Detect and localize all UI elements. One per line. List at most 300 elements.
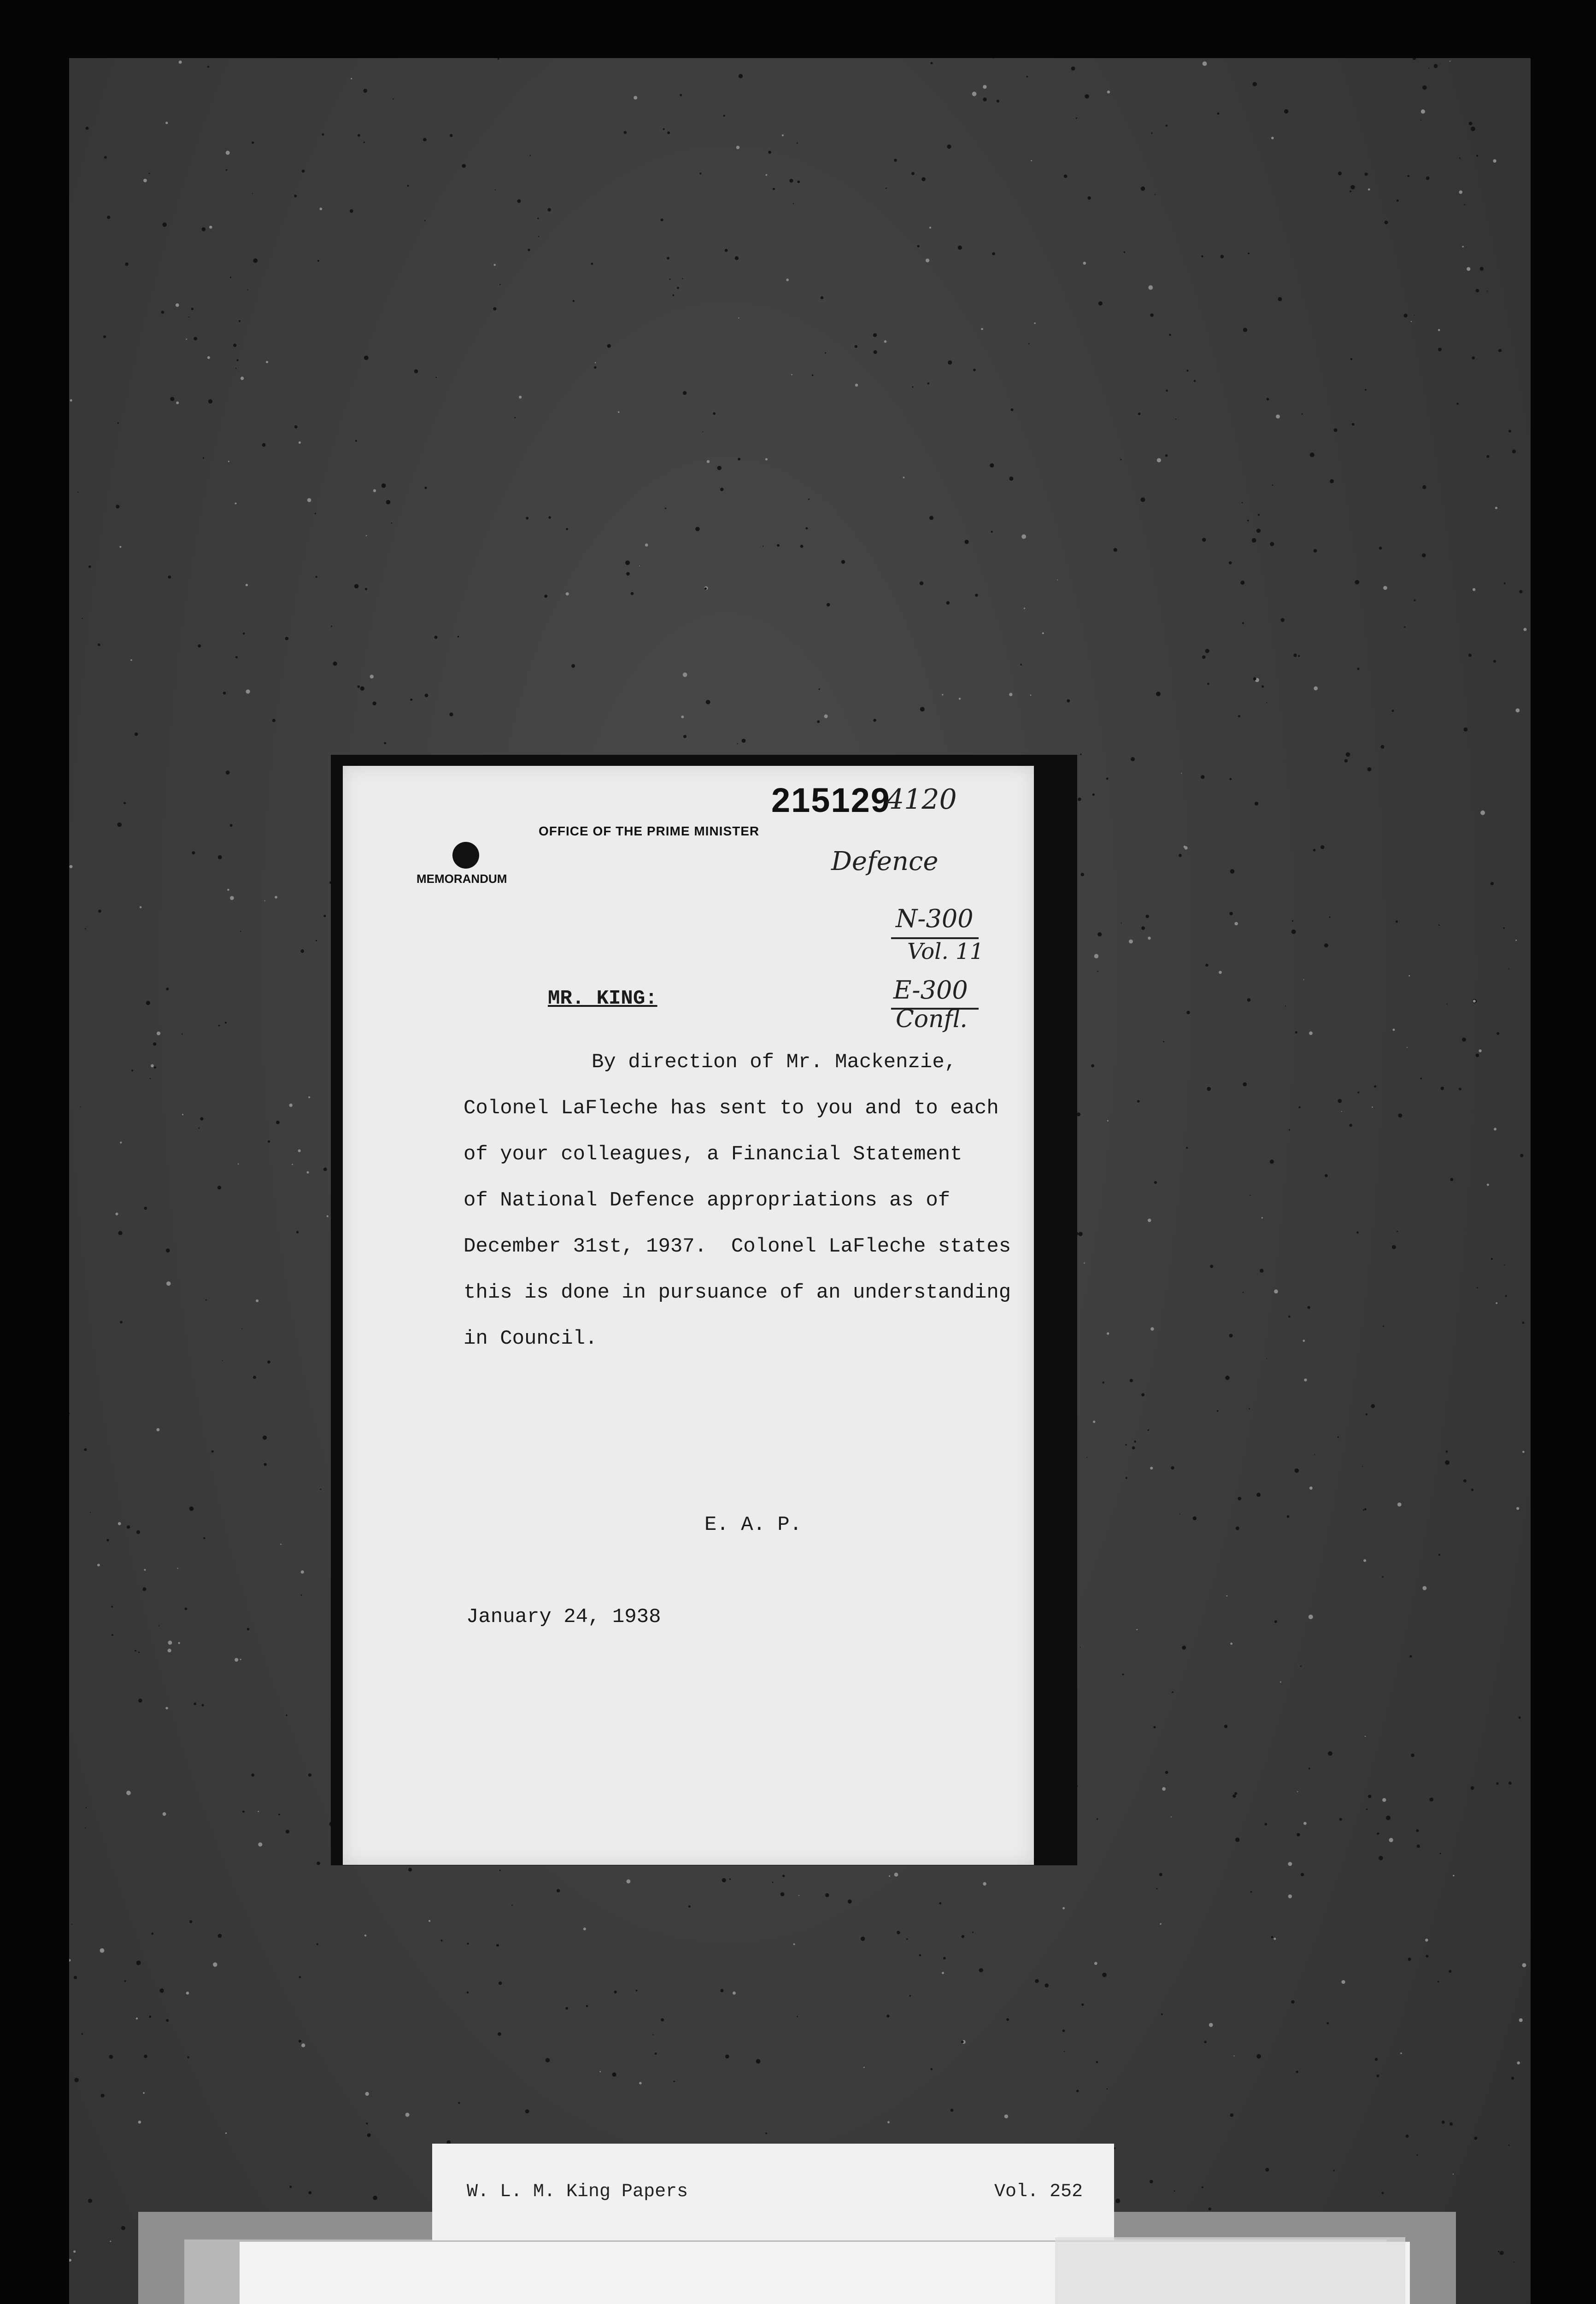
- dust-speck: [241, 376, 244, 380]
- dust-speck: [151, 1064, 154, 1068]
- dust-speck: [228, 461, 229, 462]
- dust-speck: [1078, 1232, 1082, 1236]
- dust-speck: [1131, 757, 1135, 761]
- dust-speck: [1487, 1184, 1489, 1186]
- dust-speck: [153, 1042, 156, 1046]
- dust-speck: [106, 1539, 109, 1542]
- dust-speck: [138, 1652, 140, 1653]
- dust-speck: [912, 386, 913, 388]
- dust-speck: [1450, 1178, 1454, 1181]
- dust-speck: [1027, 76, 1028, 78]
- dust-speck: [1271, 137, 1274, 140]
- dust-speck: [373, 489, 376, 492]
- dust-speck: [1204, 2041, 1206, 2043]
- body-line: December 31st, 1937. Colonel LaFleche states: [464, 1235, 1011, 1258]
- dust-speck: [1260, 1269, 1263, 1273]
- dust-speck: [1441, 1087, 1444, 1090]
- dust-speck: [268, 1140, 270, 1143]
- dust-speck: [1357, 668, 1360, 670]
- dust-speck: [1341, 1111, 1342, 1112]
- dust-speck: [320, 208, 323, 211]
- dust-speck: [1150, 313, 1153, 317]
- dust-speck: [1076, 118, 1077, 119]
- dust-speck: [226, 770, 230, 775]
- dust-speck: [1517, 2062, 1520, 2065]
- dust-speck: [1084, 1263, 1085, 1264]
- dust-speck: [1179, 1514, 1180, 1515]
- dust-speck: [1281, 618, 1285, 622]
- dust-speck: [120, 1141, 122, 1143]
- dust-speck: [69, 1413, 70, 1414]
- dust-speck: [1130, 1379, 1133, 1382]
- dust-speck: [351, 78, 352, 79]
- dust-speck: [1449, 61, 1450, 62]
- dust-speck: [929, 516, 933, 520]
- dust-speck: [317, 1943, 318, 1945]
- dust-speck: [1413, 58, 1416, 60]
- dust-speck: [189, 1920, 192, 1923]
- dust-speck: [1229, 912, 1233, 916]
- dust-speck: [157, 1428, 160, 1431]
- body-line: Colonel LaFleche has sent to you and to each: [464, 1097, 999, 1120]
- dust-speck: [1479, 1049, 1481, 1052]
- dust-speck: [1298, 1106, 1300, 1108]
- dust-speck: [360, 686, 364, 690]
- dust-speck: [1329, 917, 1331, 918]
- dust-speck: [98, 910, 101, 913]
- dust-speck: [207, 356, 210, 359]
- dust-speck: [158, 1625, 159, 1626]
- dust-speck: [1243, 1082, 1247, 1087]
- dust-speck: [1062, 1907, 1065, 1910]
- dust-speck: [1392, 1245, 1396, 1249]
- dust-speck: [161, 311, 164, 314]
- dust-speck: [1422, 85, 1427, 90]
- dust-speck: [186, 1992, 189, 1995]
- dust-speck: [720, 488, 723, 491]
- dust-speck: [1288, 1894, 1292, 1898]
- dust-speck: [586, 2005, 588, 2007]
- dust-speck: [213, 1963, 217, 1967]
- dust-speck: [410, 699, 412, 701]
- dust-speck: [1404, 314, 1408, 317]
- dust-speck: [355, 440, 357, 442]
- dust-speck: [1122, 1674, 1124, 1675]
- dust-speck: [192, 851, 195, 854]
- dust-speck: [188, 2057, 189, 2058]
- dust-speck: [135, 733, 138, 736]
- dust-speck: [235, 1658, 238, 1662]
- dust-speck: [69, 2259, 71, 2262]
- dust-speck: [1473, 1000, 1476, 1003]
- dust-speck: [1524, 628, 1527, 631]
- dust-speck: [1459, 158, 1461, 159]
- dust-speck: [157, 1032, 160, 1035]
- dust-speck: [625, 560, 630, 565]
- dust-speck: [1307, 1306, 1310, 1309]
- dust-speck: [742, 739, 746, 743]
- dust-speck: [1175, 418, 1176, 419]
- dust-speck: [1097, 932, 1102, 936]
- dust-speck: [618, 411, 620, 413]
- dust-speck: [546, 2058, 550, 2063]
- dust-speck: [208, 399, 212, 403]
- dust-speck: [1416, 1829, 1419, 1832]
- dust-speck: [1230, 2113, 1234, 2117]
- dust-speck: [1078, 798, 1081, 801]
- dust-speck: [370, 675, 374, 678]
- dust-speck: [1398, 1113, 1402, 1117]
- dust-speck: [1179, 854, 1182, 857]
- dust-speck: [1476, 1053, 1479, 1057]
- dust-speck: [1155, 194, 1156, 195]
- dust-speck: [1262, 1217, 1263, 1218]
- dust-speck: [1519, 2018, 1523, 2022]
- dust-speck: [1518, 1716, 1521, 1719]
- dust-speck: [1368, 188, 1370, 191]
- dust-speck: [1205, 649, 1209, 653]
- dust-speck: [583, 1928, 586, 1930]
- dust-speck: [1295, 1031, 1297, 1034]
- dust-speck: [1134, 1440, 1136, 1443]
- dust-speck: [765, 458, 768, 460]
- dust-speck: [1169, 334, 1171, 336]
- dust-speck: [707, 460, 710, 463]
- dust-speck: [1383, 1326, 1384, 1327]
- dust-speck: [1292, 920, 1293, 922]
- dust-speck: [182, 1034, 183, 1035]
- dust-speck: [170, 397, 174, 401]
- dust-speck: [735, 256, 739, 260]
- dust-speck: [165, 1707, 168, 1709]
- dust-speck: [1486, 455, 1489, 458]
- body-line: this is done in pursuance of an understanding: [464, 1281, 1011, 1304]
- dust-speck: [1449, 1970, 1451, 1973]
- dust-speck: [595, 362, 596, 364]
- dust-speck: [1350, 190, 1351, 192]
- dust-speck: [921, 177, 926, 182]
- dust-speck: [258, 1811, 259, 1812]
- dust-speck: [1171, 1466, 1174, 1469]
- dust-speck: [1358, 1092, 1360, 1093]
- dust-speck: [230, 824, 233, 827]
- dust-speck: [1141, 1393, 1144, 1396]
- dust-speck: [1522, 1322, 1525, 1324]
- dust-speck: [182, 1114, 183, 1115]
- dust-speck: [681, 716, 684, 718]
- dust-speck: [101, 2094, 105, 2098]
- dust-speck: [1106, 777, 1109, 780]
- dust-speck: [756, 2059, 761, 2063]
- dust-speck: [1508, 2145, 1510, 2146]
- dust-speck: [1094, 1962, 1097, 1965]
- dust-speck: [1366, 1809, 1367, 1810]
- dust-speck: [1438, 347, 1442, 351]
- dust-speck: [909, 1995, 911, 1997]
- dust-speck: [780, 1892, 785, 1896]
- dust-speck: [1438, 924, 1440, 926]
- dust-speck: [729, 1878, 731, 1880]
- dust-speck: [1249, 1408, 1250, 1410]
- dust-speck: [168, 576, 171, 579]
- dust-speck: [1150, 2180, 1153, 2184]
- dust-speck: [1438, 329, 1440, 331]
- dust-speck: [1240, 581, 1244, 585]
- dust-speck: [1148, 285, 1153, 290]
- dust-speck: [1083, 262, 1086, 265]
- dust-speck: [688, 1905, 691, 1908]
- dust-speck: [1471, 127, 1475, 131]
- dust-speck: [223, 692, 226, 695]
- dust-speck: [298, 1149, 301, 1152]
- dust-speck: [1493, 159, 1496, 163]
- dust-speck: [163, 1812, 166, 1816]
- dust-speck: [1377, 2075, 1379, 2077]
- dust-speck: [251, 1774, 254, 1777]
- body-line: By direction of Mr. Mackenzie,: [592, 1051, 957, 1074]
- dust-speck: [600, 2071, 601, 2072]
- dust-speck: [498, 2032, 501, 2036]
- dust-speck: [1042, 632, 1044, 634]
- dust-speck: [149, 173, 150, 174]
- dust-speck: [1186, 1147, 1188, 1149]
- dust-speck: [772, 1881, 774, 1883]
- dust-speck: [1107, 90, 1110, 93]
- dust-speck: [405, 2113, 410, 2117]
- dust-speck: [1505, 1295, 1507, 1297]
- dust-speck: [920, 582, 923, 585]
- dust-speck: [1494, 1128, 1496, 1130]
- dust-speck: [1156, 1888, 1158, 1889]
- dust-speck: [226, 151, 230, 155]
- dust-speck: [1080, 753, 1081, 755]
- dust-speck: [517, 199, 521, 203]
- dust-speck: [90, 1512, 91, 1513]
- dust-speck: [1171, 1816, 1172, 1817]
- dust-speck: [217, 1186, 221, 1189]
- dust-speck: [1495, 507, 1497, 509]
- dust-speck: [1217, 1410, 1219, 1412]
- dust-speck: [1165, 1771, 1168, 1774]
- dust-speck: [906, 1938, 908, 1940]
- dust-speck: [903, 476, 905, 478]
- dust-speck: [1511, 2077, 1514, 2080]
- dust-speck: [947, 145, 951, 149]
- dust-speck: [1238, 715, 1240, 717]
- dust-speck: [1141, 926, 1145, 930]
- dust-speck: [817, 720, 820, 723]
- dust-speck: [1242, 502, 1243, 504]
- dust-speck: [176, 401, 179, 404]
- dust-speck: [1480, 267, 1484, 270]
- dust-speck: [706, 700, 710, 705]
- dust-speck: [225, 1022, 227, 1023]
- dust-speck: [1287, 1515, 1290, 1518]
- dust-speck: [154, 1066, 156, 1069]
- dust-speck: [1085, 94, 1089, 98]
- dust-speck: [1498, 349, 1502, 352]
- dust-speck: [680, 94, 682, 96]
- dust-speck: [1414, 600, 1416, 601]
- dust-speck: [1428, 68, 1429, 69]
- dust-speck: [808, 499, 810, 500]
- dust-speck: [639, 565, 640, 566]
- dust-speck: [1067, 699, 1070, 702]
- handwritten-ref2-note: Confl.: [896, 1005, 968, 1033]
- dust-speck: [316, 576, 317, 578]
- dust-speck: [364, 89, 367, 93]
- dust-speck: [240, 931, 241, 932]
- dust-speck: [797, 181, 800, 183]
- dust-speck: [280, 1544, 282, 1545]
- dust-speck: [88, 565, 91, 568]
- dust-speck: [665, 508, 666, 509]
- dust-speck: [1314, 549, 1317, 552]
- dust-speck: [591, 263, 593, 265]
- dust-speck: [1338, 1099, 1342, 1103]
- dust-speck: [530, 155, 531, 156]
- dust-speck: [320, 1489, 322, 1490]
- dust-speck: [1209, 2208, 1211, 2210]
- dust-speck: [1097, 1818, 1098, 1820]
- dust-speck: [1342, 1980, 1345, 1984]
- dust-speck: [252, 141, 254, 144]
- dust-speck: [926, 259, 929, 262]
- dust-speck: [1162, 1787, 1166, 1791]
- dust-speck: [1462, 246, 1464, 247]
- dust-speck: [1459, 190, 1463, 194]
- dust-speck: [1379, 547, 1382, 549]
- dust-speck: [125, 263, 128, 266]
- dust-speck: [85, 928, 86, 929]
- dust-speck: [661, 218, 663, 221]
- dust-speck: [720, 1989, 723, 1992]
- dust-speck: [1389, 1838, 1393, 1842]
- dust-speck: [942, 694, 943, 695]
- dust-speck: [1234, 922, 1238, 926]
- dust-speck: [1438, 1981, 1439, 1982]
- dust-speck: [177, 1568, 178, 1569]
- dust-speck: [1009, 476, 1013, 481]
- dust-speck: [1491, 1258, 1493, 1260]
- dust-speck: [252, 193, 253, 194]
- dust-speck: [408, 1868, 412, 1871]
- dust-speck: [256, 1299, 258, 1302]
- dust-speck: [733, 1992, 736, 1995]
- dust-speck: [765, 174, 767, 176]
- dust-speck: [1238, 1497, 1241, 1500]
- dust-speck: [1324, 943, 1328, 947]
- dust-speck: [1297, 1791, 1298, 1792]
- dust-speck: [308, 1774, 311, 1777]
- dust-speck: [548, 516, 551, 519]
- dust-speck: [496, 1944, 499, 1947]
- dust-speck: [146, 1001, 150, 1005]
- dust-speck: [1132, 1446, 1135, 1450]
- dust-speck: [1293, 653, 1297, 657]
- volume-number: Vol. 252: [994, 2181, 1083, 2202]
- dust-speck: [264, 1463, 267, 1466]
- dust-speck: [1310, 453, 1314, 457]
- dust-speck: [1107, 1332, 1109, 1334]
- dust-speck: [201, 1704, 204, 1706]
- dust-speck: [1182, 1646, 1186, 1650]
- dust-speck: [930, 62, 933, 64]
- dust-speck: [1365, 1736, 1366, 1737]
- dust-speck: [218, 1934, 222, 1938]
- dust-speck: [1449, 2122, 1453, 2126]
- dust-speck: [242, 1328, 243, 1329]
- dust-speck: [1150, 1327, 1154, 1331]
- dust-speck: [1150, 1467, 1153, 1469]
- dust-speck: [73, 2251, 76, 2253]
- dust-speck: [594, 366, 596, 369]
- dust-speck: [428, 1920, 430, 1922]
- dust-speck: [235, 368, 237, 369]
- dust-speck: [144, 1569, 146, 1571]
- dust-speck: [917, 245, 920, 247]
- dust-speck: [1296, 2071, 1298, 2073]
- dust-speck: [1295, 1469, 1299, 1473]
- dust-speck: [979, 1968, 983, 1972]
- dust-speck: [301, 1594, 302, 1596]
- dust-speck: [151, 1933, 153, 1935]
- dust-speck: [1420, 119, 1421, 120]
- dust-speck: [1272, 485, 1273, 486]
- dust-speck: [1284, 109, 1288, 113]
- dust-speck: [827, 603, 830, 607]
- dust-speck: [1314, 1454, 1315, 1455]
- dust-speck: [1303, 979, 1304, 980]
- dust-speck: [218, 1025, 220, 1027]
- dust-speck: [1236, 1527, 1239, 1530]
- dust-speck: [1160, 1923, 1161, 1925]
- dust-speck: [166, 1281, 171, 1286]
- dust-speck: [612, 2073, 616, 2077]
- dust-speck: [365, 588, 367, 590]
- dust-speck: [793, 203, 794, 204]
- dust-speck: [717, 466, 722, 470]
- dust-speck: [1446, 1451, 1448, 1453]
- dust-speck: [366, 2122, 368, 2124]
- dust-speck: [121, 2226, 125, 2230]
- dust-speck: [1349, 1124, 1352, 1127]
- dust-speck: [1166, 124, 1168, 126]
- dust-speck: [1303, 1822, 1307, 1825]
- handwritten-ref1-vol: Vol. 11: [907, 939, 984, 964]
- dust-speck: [289, 2186, 292, 2188]
- dust-speck: [1426, 176, 1430, 180]
- dust-speck: [782, 135, 784, 136]
- dust-speck: [887, 2121, 890, 2123]
- dust-speck: [1242, 622, 1244, 624]
- dust-speck: [1103, 1381, 1104, 1383]
- dust-speck: [149, 2016, 151, 2018]
- dust-speck: [425, 694, 428, 697]
- dust-speck: [1201, 255, 1203, 257]
- dust-speck: [1186, 370, 1188, 371]
- body-line: in Council.: [464, 1327, 598, 1350]
- dust-speck: [992, 58, 993, 59]
- dust-speck: [1141, 498, 1145, 502]
- dust-speck: [939, 1902, 941, 1904]
- dust-speck: [1064, 175, 1068, 178]
- dust-speck: [768, 151, 771, 154]
- dust-speck: [669, 278, 671, 280]
- dust-speck: [1453, 1875, 1454, 1876]
- dust-speck: [1411, 1754, 1414, 1757]
- dust-speck: [275, 896, 277, 899]
